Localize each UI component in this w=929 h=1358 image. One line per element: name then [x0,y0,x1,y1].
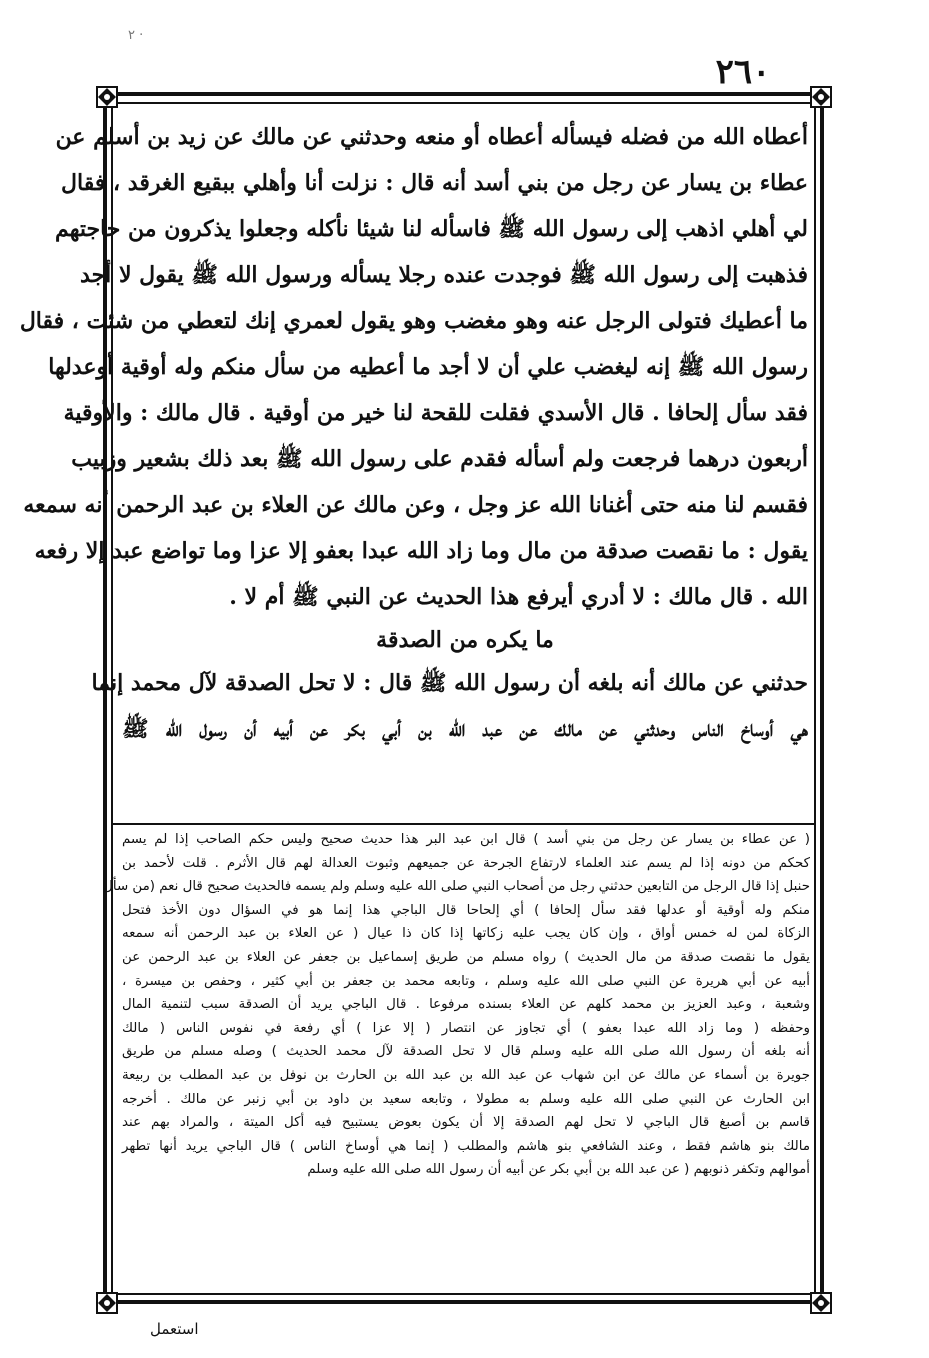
catchword: استعمل [150,1320,199,1338]
footnote-line: ( عن عطاء بن يسار عن رجل من بني أسد ) قال ابن عبد البر هذا حديث صحيح وليس حكم الصاحب إذا لم يسم [122,832,810,847]
text-line: لي أهلي اذهب إلى رسول الله ﷺ فاسأله لنا شيئا نأكله وجعلوا يذكرون من حاجتهم [55,216,808,242]
text-line: فقسم لنا منه حتى أغنانا الله عز وجل ، وعن مالك عن العلاء بن عبد الرحمن أنه سمعه [23,492,808,518]
text-line: حدثني عن مالك أنه بلغه أن رسول الله ﷺ قال : لا تحل الصدقة لآل محمد إنما [91,670,808,696]
footnote-line: قاسم بن أصبغ قال الباجي لا تحل لهم الصدقة إلا أن يكون بعوض يستبيح فيه أكل الميتة ، والمراد بهم عند [122,1115,810,1131]
frame-bottom-inner-rule [118,1293,810,1295]
text-line: فقد سأل إلحافا . قال الأسدي فقلت للقحة لنا خير من أوقية . قال مالك : والأوقية [63,400,808,426]
footnote-line: وشعبة ، وعبد العزيز بن محمد كلهم عن العلاء بسنده مرفوعا . قال الباجي يريد أن الصدقة سبب لتنمية المال [122,997,810,1013]
corner-ornament-icon [808,1290,834,1316]
text-line: يقول : ما نقصت صدقة من مال وما زاد الله عبدا بعفو إلا عزا وما تواضع عبد إلا رفعه [34,538,808,564]
text-line: ما أعطيك فتولى الرجل عنه وهو مغضب وهو يقول لعمري إنك لتعطي من شئت ، فقال [19,308,808,334]
text-line: الله . قال مالك : لا أدري أيرفع هذا الحديث عن النبي ﷺ أم لا . [229,584,808,610]
main-text-block [19,114,808,816]
frame-right-inner-rule [814,106,816,1294]
text-line: فذهبت إلى رسول الله ﷺ فوجدت عنده رجلا يسأله ورسول الله ﷺ يقول لا أجد [80,262,808,288]
text-line: رسول الله ﷺ إنه ليغضب علي أن لا أجد ما أعطيه من سأل منكم وله أوقية أوعدلها [48,354,808,380]
text-line: أربعون درهما فرجعت ولم أسأله فقدم على رسول الله ﷺ بعد ذلك بشعير وزبيب [71,446,808,472]
footnote-line: أبيه عن أبي هريرة عن النبي صلى الله عليه وسلم ، وتابعه محمد بن جعفر بن أبي كثير ، وحفص بن ميسرة ، [122,973,810,989]
text-line: عطاء بن يسار عن رجل من بني أسد أنه قال : نزلت أنا وأهلي ببقيع الغرقد ، فقال [61,170,808,196]
footnote-line: يقول ما نقصت صدقة من مال الحديث ) رواه مسلم من طريق إسماعيل بن جعفر عن العلاء بن عبد الرحمن عن [122,949,810,965]
frame-right-rule [820,106,824,1294]
corner-ornament-icon [94,84,120,110]
footnote-line: ابن الحارث عن النبي صلى الله عليه وسلم به مطولا ، وتابعه سعيد بن داود بن أبي زنبر عن مالك . أخرجه [122,1091,810,1107]
frame-top-rule [118,92,810,96]
margin-mark: ٢ · [128,28,144,43]
footnote-line: وحفظه ( وما زاد الله عبدا بعفو ) أي تجاوز عن انتصار ( إلا عزا ) أي رفعة في نفوس الناس ( مالك [122,1020,810,1036]
section-heading: ما يكره من الصدقة [376,627,554,653]
frame-top-inner-rule [118,102,810,104]
page-number: ٢٦٠ [715,52,771,92]
footnote-line: حنبل إذا قال الرجل من التابعين حدثني رجل من أصحاب النبي صلى الله عليه وسلم ولم يسمه فالحديث صحيح قال نعم (من سأل [103,879,810,895]
text-line: أعطاه الله من فضله فيسأله أعطاه أو منعه وحدثني عن مالك عن زيد بن أسلم عن [55,124,808,150]
footnote-line: مالك بنو هاشم فقط ، وعند الشافعي بنو هاشم والمطلب ( إنما هي أوساخ الناس ) قال الباجي يريد أنها تطهر [122,1138,810,1154]
footnote-line: الزكاة لمن له خمس أواق ، وإن كان يجب عليه زكاتها إذا كان ذا عيال ( عن العلاء بن عبد الرحمن أنه سمعه [122,926,810,942]
footnote-divider [112,823,815,825]
frame-bottom-rule [118,1300,810,1304]
footnote-line: أنه بلغه أن رسول الله صلى الله عليه وسلم قال لا تحل الصدقة لآل محمد الحديث ) وصله مسلم من طريق [122,1044,810,1060]
corner-ornament-icon [94,1290,120,1316]
footnote-line: أموالهم وتكفر ذنوبهم ( عن عبد الله بن أبي بكر عن أبيه أن رسول الله صلى الله عليه وسلم [307,1162,810,1178]
footnote-line: منكم وله أوقية أو عدلها فقد سأل إلحافا ) أي إلحاحا قال الباجي هذا إنما هو في السؤال دون الأخذ فتحل [122,902,810,918]
footnote-line: جويرة بن أسماء عن مالك عن ابن شهاب عن عبد الله بن عبد الله بن الحارث بن نوفل بن عبد المطلب بن ربيعة [122,1067,810,1083]
footnotes-block [103,828,810,1288]
footnote-line: كحكم من دونه إذا لم يسم عند العلماء لارتفاع الجرحة عن جميعهم وثبوت العدالة لهم قال الأثرم . قلت لأحمد بن [122,855,810,871]
text-line: هي أوساخ الناس وحدثني عن مالك عن عبد الله بن أبي بكر عن أبيه أن رسول الله ﷺ [122,716,808,742]
corner-ornament-icon [808,84,834,110]
